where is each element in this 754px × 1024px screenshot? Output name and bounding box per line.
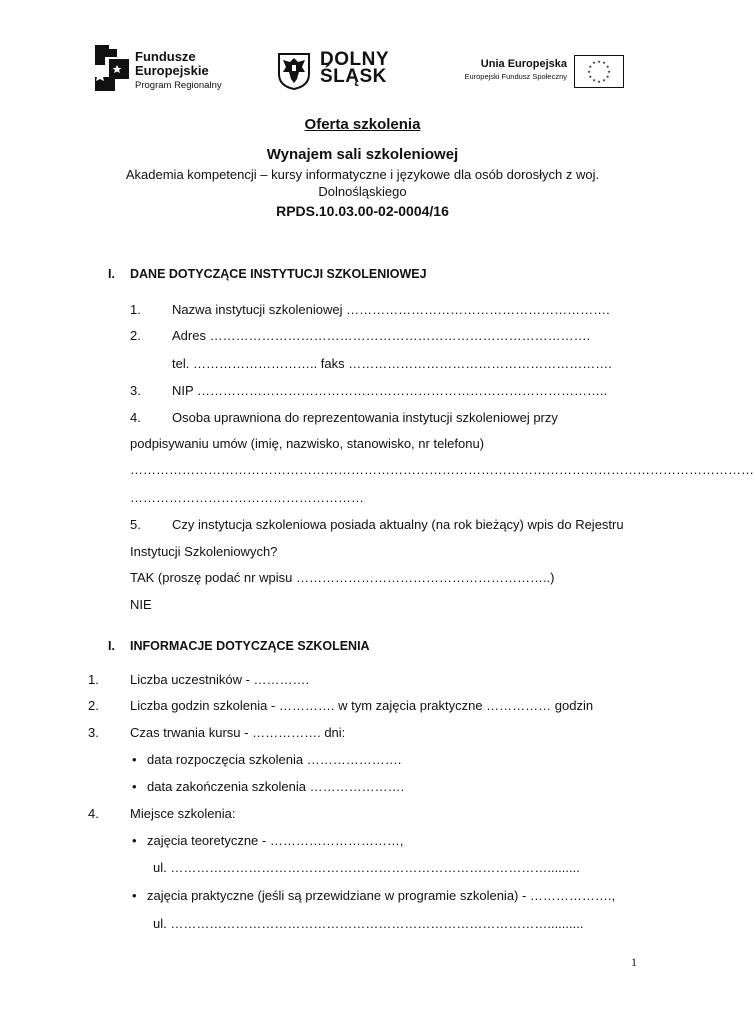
s2-item4-number: 4. (88, 806, 99, 821)
s1-item3-text: NIP ………………………………………………………………………………….. (172, 383, 608, 398)
s2-item4-practice-street: ul. …………………………………………………………………………….......... (153, 916, 584, 931)
section1-title: DANE DOTYCZĄCE INSTYTUCJI SZKOLENIOWEJ (130, 267, 427, 281)
document-description-line2: Dolnośląskiego (318, 184, 407, 199)
s1-item2-number: 2. (130, 328, 141, 343)
s1-item3-number: 3. (130, 383, 141, 398)
s2-item3-bullet-end: • data zakończenia szkolenia …………………. (147, 779, 404, 794)
eu-star-icon: ★ (597, 78, 601, 84)
s2-item1-text: Liczba uczestników - …………. (130, 672, 310, 687)
s2-item3-number: 3. (88, 725, 99, 740)
eu-star-icon: ★ (602, 77, 606, 83)
ue-line1: Unia Europejska (480, 58, 567, 70)
project-code: RPDS.10.03.00-02-0004/16 (276, 203, 449, 219)
s1-item4-number: 4. (130, 410, 141, 425)
s2-item1-number: 1. (88, 672, 99, 687)
eu-star-icon: ★ (607, 68, 611, 74)
fe-line3: Program Regionalny (135, 80, 222, 91)
s1-item4-continuation: podpisywaniu umów (imię, nazwisko, stanowisko, nr telefonu) (130, 436, 485, 451)
s1-item5-number: 5. (130, 517, 141, 532)
dolny-slask-wordmark (320, 51, 389, 85)
eu-star-icon: ★ (588, 63, 593, 69)
ue-line2: Europejski Fundusz Społeczny (464, 72, 567, 81)
tak-option: TAK (proszę podać nr wpisu …………………………………………………..) (130, 570, 555, 585)
eu-star-icon: ★ (592, 77, 596, 83)
s1-item5-continuation: Instytucji Szkoleniowych? (130, 544, 278, 559)
s2-item4-text: Miejsce szkolenia: (130, 806, 236, 821)
s1-item1-text: Nazwa instytucji szkoleniowej ……………………………………………………. (172, 302, 610, 317)
s2-item2-number: 2. (88, 698, 99, 713)
document-description-line1: Akademia kompetencji – kursy informatyczne i językowe dla osób dorosłych z woj. (125, 167, 600, 182)
dotted-line-2: ……………………………………………… (130, 490, 364, 505)
document-title: Oferta szkolenia (304, 116, 421, 133)
eu-star-icon: ★ (602, 60, 606, 66)
fundusze-europejskie-logo-icon (95, 45, 129, 91)
eu-star-icon: ★ (592, 60, 596, 66)
s1-item2-text: Adres ……………………………………………………………………………. (172, 328, 591, 343)
ds-line2: ŚLĄSK (320, 66, 387, 87)
dotted-line-1: ……………………………………………………………………………………………………………………………… (130, 462, 754, 477)
nie-option: NIE (130, 597, 152, 612)
eu-star-icon: ★ (588, 73, 593, 79)
eu-star-icon: ★ (587, 68, 591, 74)
eu-flag-icon (574, 55, 624, 88)
eu-star-icon: ★ (605, 63, 610, 69)
s1-item5-text: Czy instytucja szkoleniowa posiada aktualny (na rok bieżący) wpis do Rejestru (172, 517, 624, 532)
fe-line2: Europejskie (135, 63, 209, 78)
section2-number: I. (108, 639, 115, 653)
s2-item4-bullet-theory: • zajęcia teoretyczne - …………………………, (147, 833, 403, 848)
s2-item2-text: Liczba godzin szkolenia - …………. w tym zajęcia praktyczne …………… godzin (130, 698, 594, 713)
fe-line1: Fundusze (135, 49, 196, 64)
fundusze-europejskie-wordmark (135, 50, 222, 93)
s1-item4-text: Osoba uprawniona do reprezentowania instytucji szkoleniowej przy (172, 410, 558, 425)
s2-item4-bullet-practice: • zajęcia praktyczne (jeśli są przewidziane w programie szkolenia) - ………………., (147, 888, 615, 903)
section1-number: I. (108, 267, 115, 281)
eu-star-icon: ★ (597, 58, 601, 64)
unia-europejska-wordmark (451, 58, 567, 81)
s2-item3-text: Czas trwania kursu - ……………. dni: (130, 725, 346, 740)
s1-item2-phone-fax: tel. ……………………….. faks ……………………………………………………. (172, 356, 612, 371)
s2-item3-bullet-start: • data rozpoczęcia szkolenia …………………. (147, 752, 401, 767)
page-number: 1 (631, 955, 637, 969)
section2-title: INFORMACJE DOTYCZĄCE SZKOLENIA (130, 639, 370, 653)
ds-line1: DOLNY (320, 49, 389, 70)
eu-star-icon: ★ (605, 73, 610, 79)
s2-item4-theory-street: ul. ……………………………………………………………………………......... (153, 860, 580, 875)
document-subtitle: Wynajem sali szkoleniowej (266, 146, 459, 163)
dolny-slask-eagle-icon (277, 52, 311, 90)
s1-item1-number: 1. (130, 302, 141, 317)
